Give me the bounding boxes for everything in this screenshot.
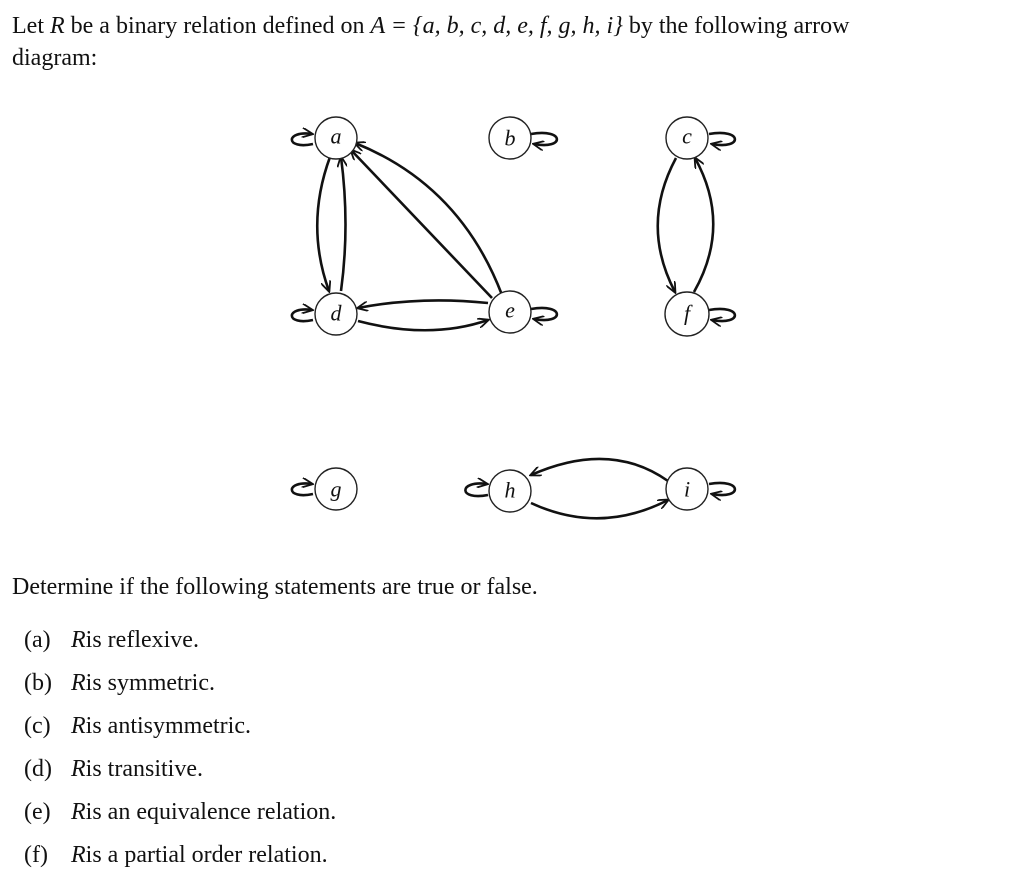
intro-text-3: by the following arrow: [622, 13, 850, 39]
node-d-label: d: [330, 300, 342, 326]
loop-a: [292, 133, 313, 145]
edge-a-to-d: [317, 157, 330, 291]
relation-symbol: R: [49, 13, 65, 39]
loop-e: [531, 308, 557, 320]
edge-e-to-a-straight: [351, 150, 492, 298]
relation-symbol: R: [71, 842, 86, 868]
intro-text-4: diagram:: [12, 45, 98, 71]
edge-d-to-e: [358, 320, 488, 330]
relation-symbol: R: [71, 670, 86, 696]
statement-text: is an equivalence relation.: [85, 799, 337, 825]
node-h: [489, 470, 531, 512]
statement-label: (e): [24, 799, 51, 825]
node-i: [666, 468, 708, 510]
edge-c-to-f: [658, 158, 676, 292]
list-item: [24, 753, 336, 796]
relation-symbol: R: [71, 713, 86, 739]
statement-label: (b): [24, 670, 52, 696]
statement-text: is transitive.: [85, 756, 203, 782]
loop-c: [709, 133, 735, 145]
statement-text: is symmetric.: [85, 670, 215, 696]
node-a-label: a: [330, 123, 342, 149]
statement-label: (f): [24, 842, 48, 868]
node-h-label: h: [504, 477, 516, 503]
loop-g: [292, 483, 313, 495]
statement-label: (a): [24, 627, 51, 653]
relation-symbol: R: [71, 799, 86, 825]
node-e-label: e: [505, 297, 515, 323]
relation-symbol: R: [71, 627, 86, 653]
edge-e-to-d: [358, 300, 488, 308]
edge-e-to-a-curved: [355, 143, 502, 295]
node-g: [315, 468, 357, 510]
list-item: [24, 667, 336, 710]
statement-text: is reflexive.: [85, 627, 199, 653]
node-b-label: b: [504, 125, 516, 151]
loop-h: [465, 483, 488, 496]
set-definition: A = {a, b, c, d, e, f, g, h, i}: [370, 13, 623, 39]
loop-d: [292, 309, 313, 321]
list-item: [24, 710, 336, 753]
question-prompt: Determine if the following statements are true or false.: [12, 574, 538, 600]
relation-symbol: R: [71, 756, 86, 782]
node-d: [315, 293, 357, 335]
node-c: [666, 117, 708, 159]
intro-text-1: Let: [12, 13, 50, 39]
loop-i: [709, 483, 735, 495]
loop-f: [709, 309, 735, 321]
node-f: [665, 292, 709, 336]
node-b: [489, 117, 531, 159]
list-item: [24, 624, 336, 667]
intro-text-2: be a binary relation defined on: [64, 13, 371, 39]
list-item: [24, 839, 336, 882]
edge-h-to-i: [531, 500, 668, 518]
statement-text: is a partial order relation.: [85, 842, 328, 868]
node-a: [315, 117, 357, 159]
edge-d-to-a: [341, 157, 346, 291]
node-f-label: f: [683, 300, 691, 326]
edge-f-to-c: [694, 158, 713, 292]
node-i-label: i: [683, 476, 691, 502]
node-c-label: c: [682, 123, 692, 149]
statement-label: (c): [24, 713, 51, 739]
statements-list: [24, 624, 336, 882]
node-g-label: g: [330, 476, 342, 502]
statement-label: (d): [24, 756, 52, 782]
node-e: [489, 291, 531, 333]
edge-i-to-h: [531, 459, 668, 481]
statement-text: is antisymmetric.: [85, 713, 251, 739]
list-item: [24, 796, 336, 839]
loop-b: [531, 133, 557, 145]
